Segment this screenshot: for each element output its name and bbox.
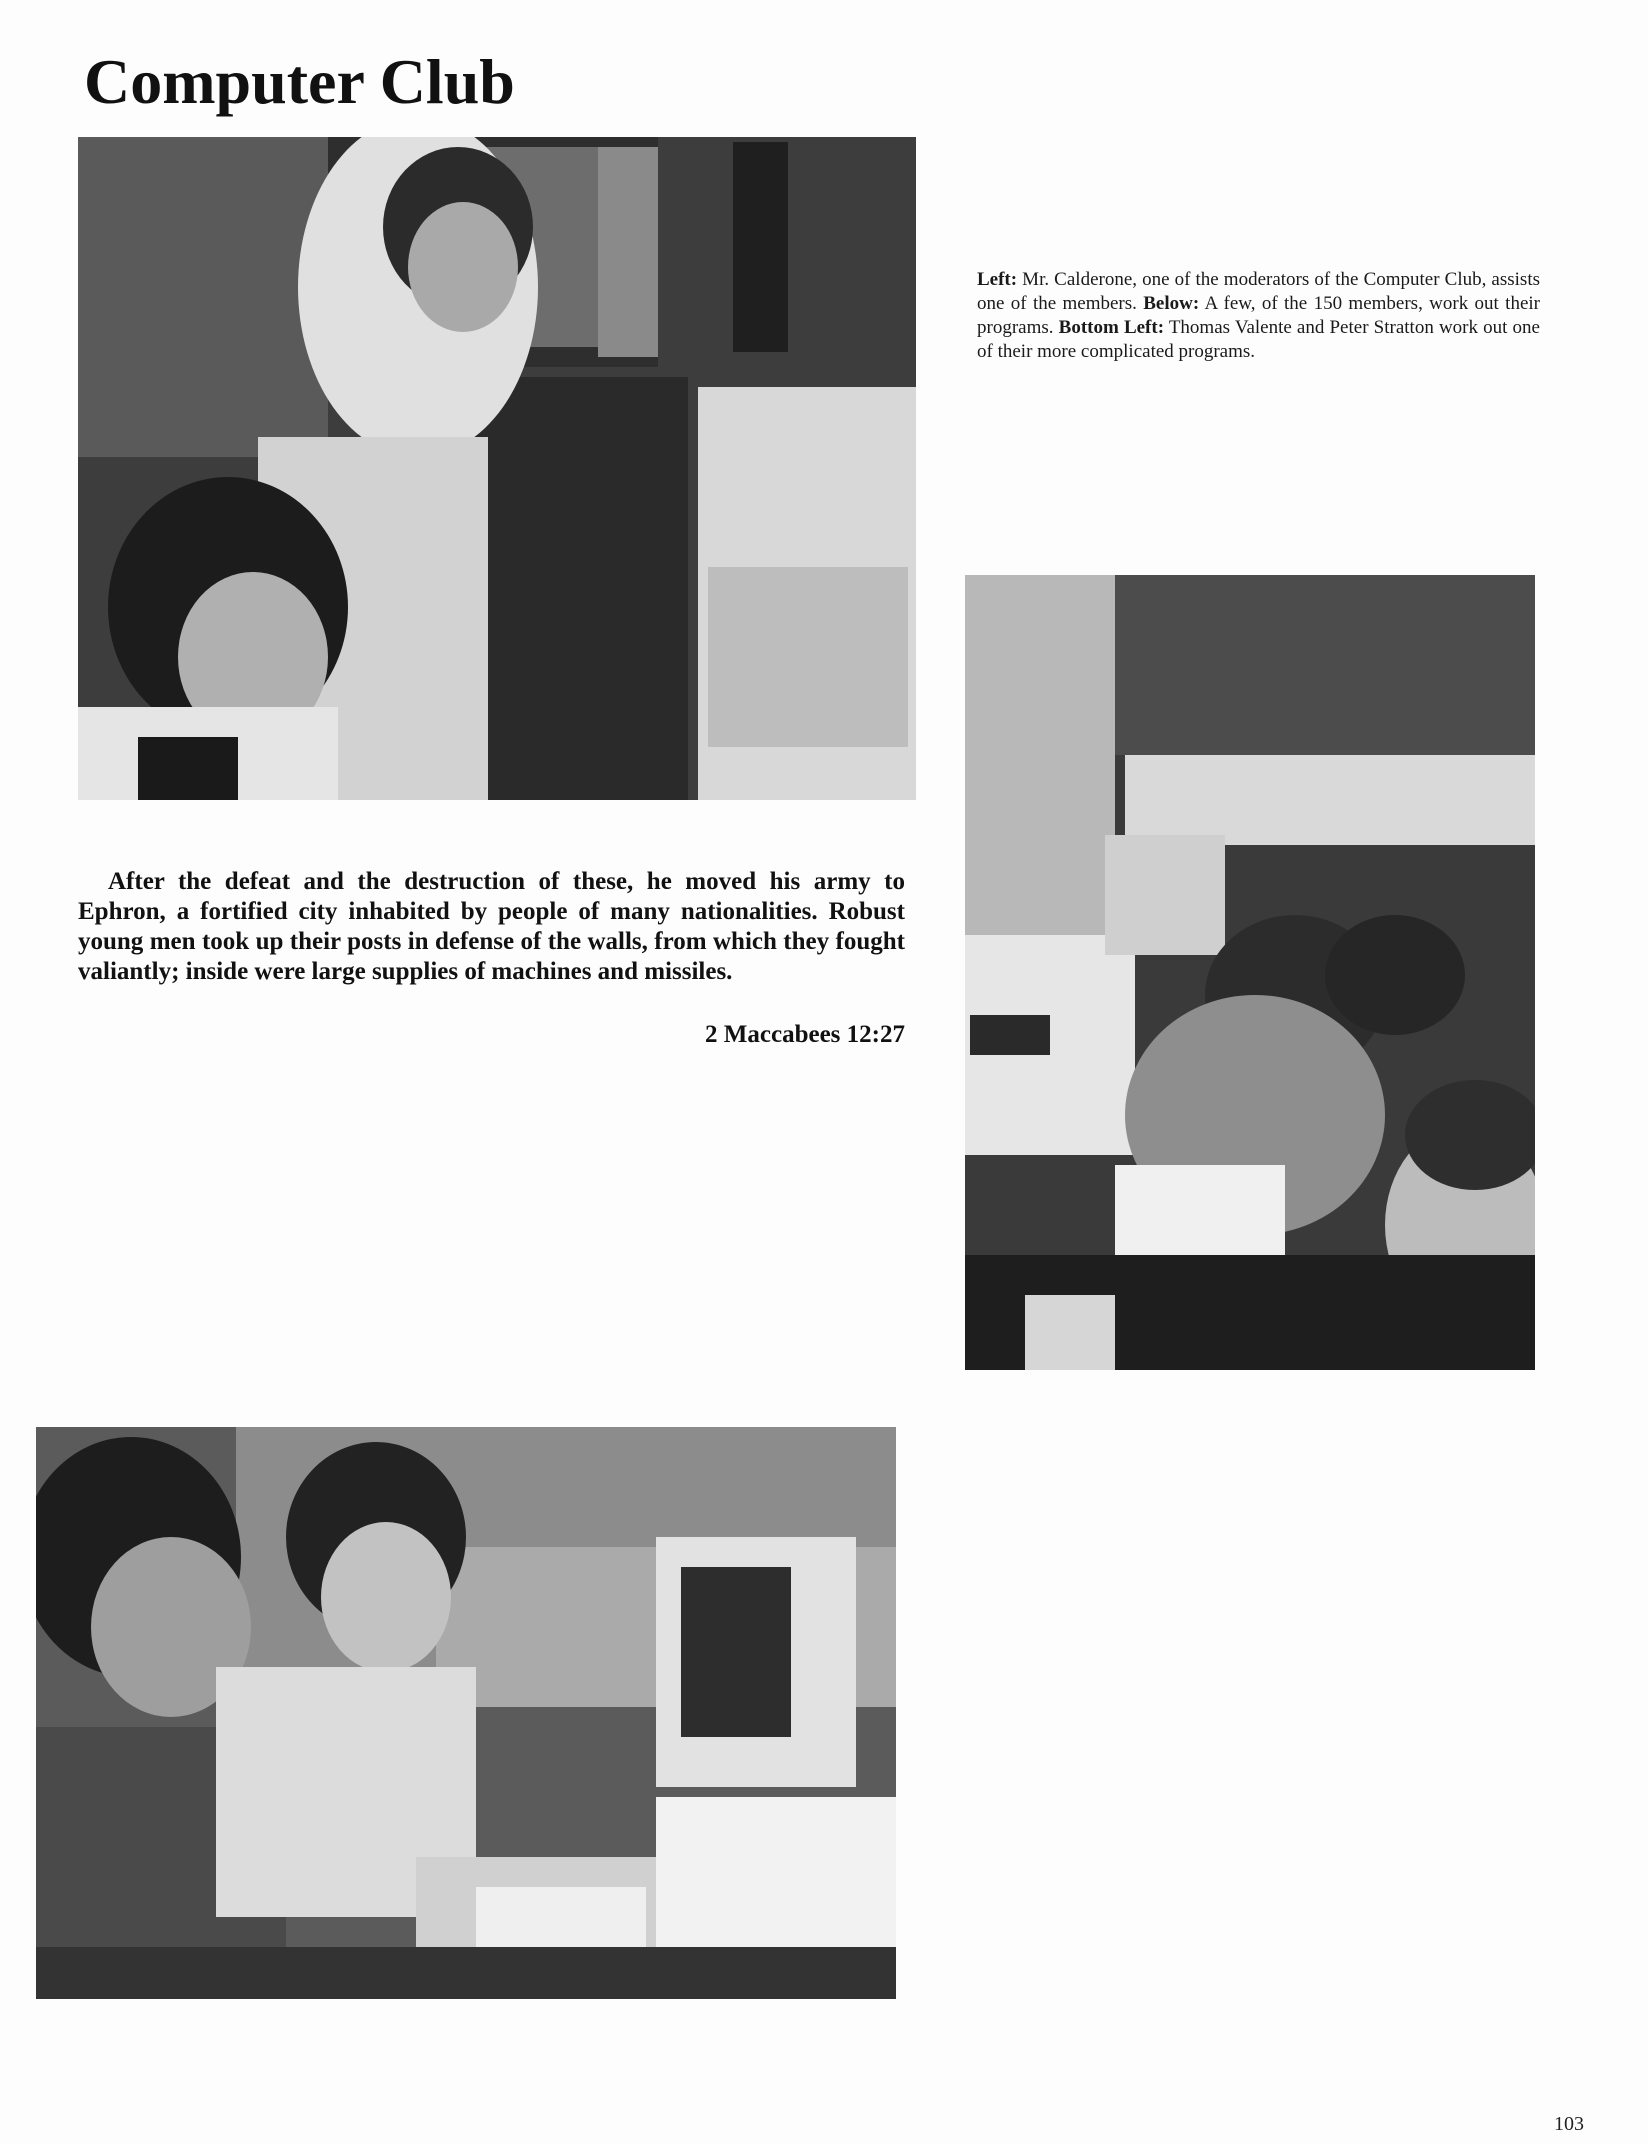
caption-text-left: Mr. Calderone, one of the moderators of the Computer Club, assists one of the members.: [977, 269, 1540, 314]
photo-icon: [36, 1427, 896, 1999]
page-title: Computer Club: [84, 46, 515, 117]
caption-label-below: Below:: [1143, 293, 1200, 314]
photo-moderator-assisting: [78, 137, 916, 800]
photo-members-at-computers: [965, 575, 1535, 1370]
photo-caption: [977, 268, 1540, 364]
quote-reference: 2 Maccabees 12:27: [705, 1021, 905, 1048]
photo-icon: [78, 137, 916, 800]
photo-valente-stratton: [36, 1427, 896, 1999]
caption-text-below: A few, of the 150 members, work out their programs.: [977, 293, 1540, 338]
bible-quote: After the defeat and the destruction of these, he moved his army to Ephron, a fortified city inhabited by people of many nationalities. Robust young men took up their posts in defense of the walls, from which they fought valiantly; inside were large supplies of machines and missiles.: [78, 868, 905, 985]
caption-text-bottom-left: Thomas Valente and Peter Stratton work out one of their more complicated programs.: [977, 317, 1540, 362]
photo-icon: [965, 575, 1535, 1370]
caption-label-left: Left:: [977, 269, 1018, 290]
caption-label-bottom-left: Bottom Left:: [1058, 317, 1165, 338]
page-number: 103: [1554, 2113, 1584, 2135]
